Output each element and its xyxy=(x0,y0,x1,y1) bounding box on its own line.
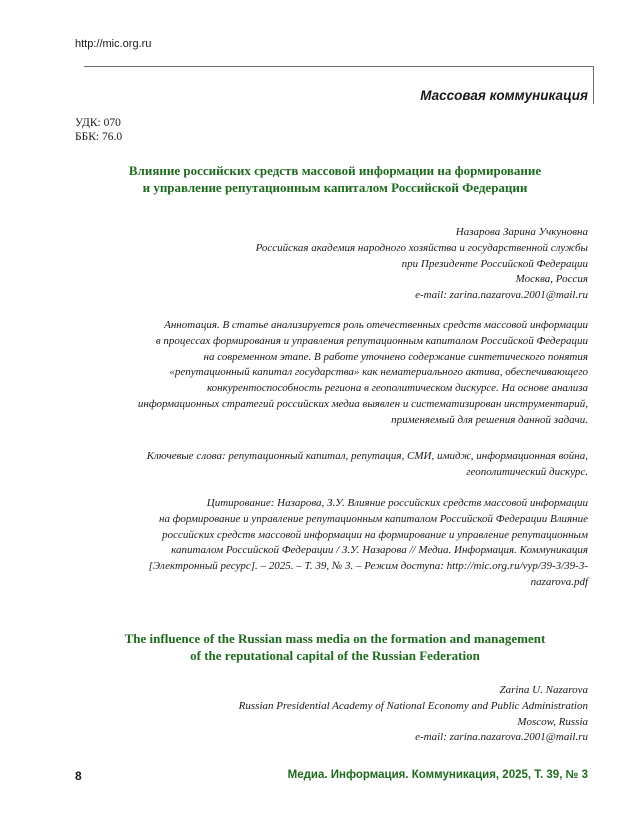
author-name-en: Zarina U. Nazarova xyxy=(499,684,588,696)
header-vertical-rule xyxy=(593,66,594,104)
author-org-ru-2: при Президенте Российской Федерации xyxy=(401,257,588,270)
author-city-en: Moscow, Russia xyxy=(517,715,588,728)
article-title-en xyxy=(75,630,595,664)
author-org-ru-1: Российская академия народного хозяйства и государственной службы xyxy=(255,241,588,254)
citation-line: российских средств массовой информации на формирование и управление репутационным xyxy=(162,528,588,541)
abstract-line: «репутационный капитал государства» как нематериального актива, обеспечивающего xyxy=(169,366,588,379)
author-email-ru[interactable]: e-mail: zarina.nazarova.2001@mail.ru xyxy=(415,289,588,302)
keywords-line: геополитический дискурс. xyxy=(466,465,588,478)
header-rule xyxy=(84,66,594,67)
citation-line: на формирование и управление репутационным капиталом Российской Федерации Влияние xyxy=(159,512,588,525)
abstract-line: конкурентоспособность региона в геополитическом дискурсе. На основе анализа xyxy=(206,382,588,395)
title-en-line-2: of the reputational capital of the Russian Federation xyxy=(190,648,480,663)
journal-footer: Медиа. Информация. Коммуникация, 2025, Т. 39, № 3 xyxy=(287,769,588,781)
citation-line[interactable]: nazarova.pdf xyxy=(530,575,588,588)
abstract xyxy=(60,318,588,429)
author-name-ru: Назарова Зарина Учкуновна xyxy=(455,226,588,238)
abstract-line: на современном этапе. В работе уточнено содержание синтетического понятия xyxy=(203,350,588,363)
header-url[interactable]: http://mic.org.ru xyxy=(75,38,152,50)
citation-line[interactable]: [Электронный ресурс]. – 2025. – Т. 39, № 3. – Режим доступа: http://mic.org.ru/vyp/39-3/39-3- xyxy=(148,560,588,573)
author-city-ru: Москва, Россия xyxy=(515,273,588,286)
abstract-line: применяемый для решения данной задачи. xyxy=(391,413,588,426)
keywords xyxy=(147,449,588,481)
abstract-line: Аннотация. В статье анализируется роль отечественных средств массовой информации xyxy=(164,319,588,331)
title-en-line-1: The influence of the Russian mass media on the formation and management xyxy=(124,631,546,646)
title-ru-line-2: и управление репутационным капиталом Российской Федерации xyxy=(142,180,528,195)
page-number: 8 xyxy=(75,769,82,783)
abstract-line: в процессах формирования и управления репутационным капиталом Российской Федерации xyxy=(155,334,588,347)
author-info-en xyxy=(239,683,588,746)
abstract-line: информационных стратегий российских медиа выявлен и систематизирован инструментарий, xyxy=(137,397,588,410)
article-title-ru xyxy=(75,162,595,196)
classification-codes xyxy=(75,116,122,144)
author-info-ru xyxy=(256,225,588,304)
citation xyxy=(60,496,588,591)
bbk-code: ББК: 76.0 xyxy=(75,131,123,143)
section-title: Массовая коммуникация xyxy=(420,88,588,103)
keywords-line: Ключевые слова: репутационный капитал, репутация, СМИ, имидж, информационная война, xyxy=(146,450,588,462)
author-email-en[interactable]: e-mail: zarina.nazarova.2001@mail.ru xyxy=(415,731,588,744)
title-ru-line-1: Влияние российских средств массовой информации на формирование xyxy=(128,163,542,178)
citation-line: капиталом Российской Федерации / З.У. Назарова // Медиа. Информация. Коммуникация xyxy=(171,544,588,557)
author-org-en: Russian Presidential Academy of National Economy and Public Administration xyxy=(238,699,588,712)
udk-code: УДК: 070 xyxy=(75,117,121,129)
citation-line: Цитирование: Назарова, З.У. Влияние российских средств массовой информации xyxy=(206,497,588,509)
